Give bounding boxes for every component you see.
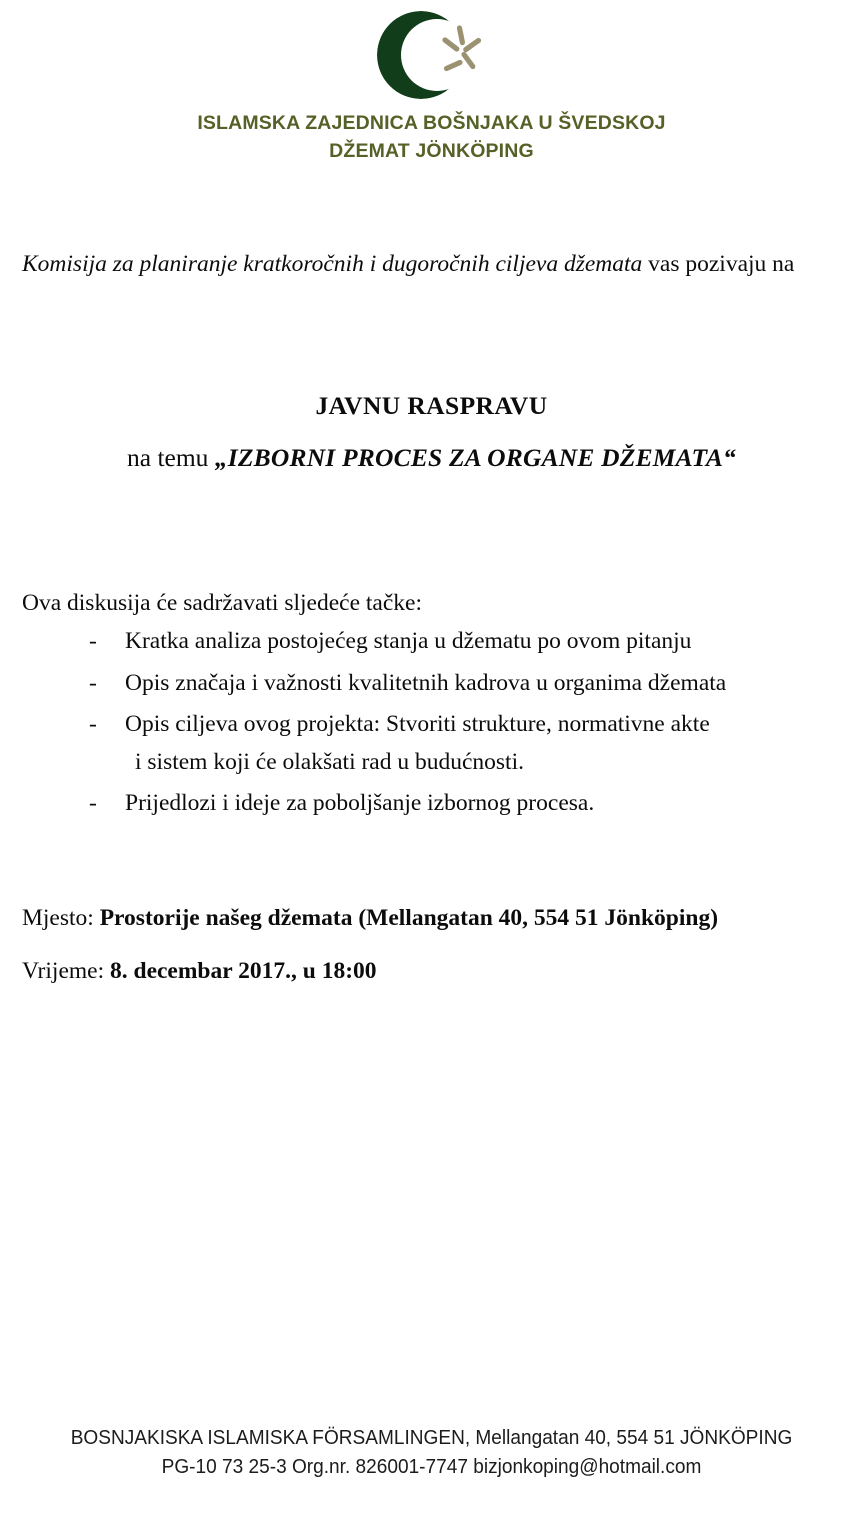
agenda-item [0,669,863,696]
agenda-item [0,792,863,816]
org-header-line-2: DŽEMAT JÖNKÖPING [329,139,534,162]
organization-header [0,110,863,165]
footer-contact-line: PG-10 73 25-3 Org.nr. 826001-7747 bizjonkoping@hotmail.com [161,1455,702,1479]
event-headline [0,390,863,474]
bullet-dash-icon: - [89,790,97,816]
agenda-item [0,630,863,654]
event-time-label: Vrijeme: [22,957,110,984]
footer-address-line: BOSNJAKISKA ISLAMISKA FÖRSAMLINGEN, Mellangatan 40, 554 51 JÖNKÖPING [70,1425,793,1449]
agenda-item-text: Kratka analiza postojećeg stanja u džematu po ovom pitanju [125,628,692,654]
event-place-row [22,903,842,934]
org-header-line-1: ISLAMSKA ZAJEDNICA BOŠNJAKA U ŠVEDSKOJ [197,112,666,134]
agenda-item-text: Opis značaja i važnosti kvalitetnih kadrova u organima džemata [125,669,727,696]
invitation-intro-rest: vas pozivaju na [642,251,795,277]
agenda-lead-text: Ova diskusija će sadržavati sljedeće tačke: [22,590,422,616]
event-details [22,903,842,1008]
event-topic-line [0,442,863,474]
agenda-item-text: Opis ciljeva ovog projekta: Stvoriti strukture, normativne akte [125,711,710,737]
agenda-item-continuation: i sistem koji će olakšati rad u budućnosti. [135,748,524,775]
bullet-dash-icon: - [89,669,97,696]
page-footer [30,1423,833,1482]
event-topic-prefix: na temu [127,442,215,472]
bullet-dash-icon: - [89,711,97,737]
agenda-list [0,630,863,834]
event-place-value: Prostorije našeg džemata (Mellangatan 40, 554 51 Jönköping) [99,905,719,931]
agenda-item [0,713,863,774]
agenda-item-text: Prijedlozi i ideje za poboljšanje izbornog procesa. [125,790,595,816]
invitation-committee: Komisija za planiranje kratkoročnih i dugoročnih ciljeva džemata [22,251,643,277]
organization-logo [0,6,863,104]
event-place-label: Mjesto: [22,905,100,931]
crescent-and-star-icon [367,6,497,104]
event-topic-title: „IZBORNI PROCES ZA ORGANE DŽEMATA“ [214,442,736,472]
event-time-row [22,956,842,987]
invitation-intro [22,249,842,280]
event-type-title: JAVNU RASPRAVU [315,391,548,420]
event-time-value: 8. decembar 2017., u 18:00 [110,957,377,984]
bullet-dash-icon: - [89,628,97,654]
